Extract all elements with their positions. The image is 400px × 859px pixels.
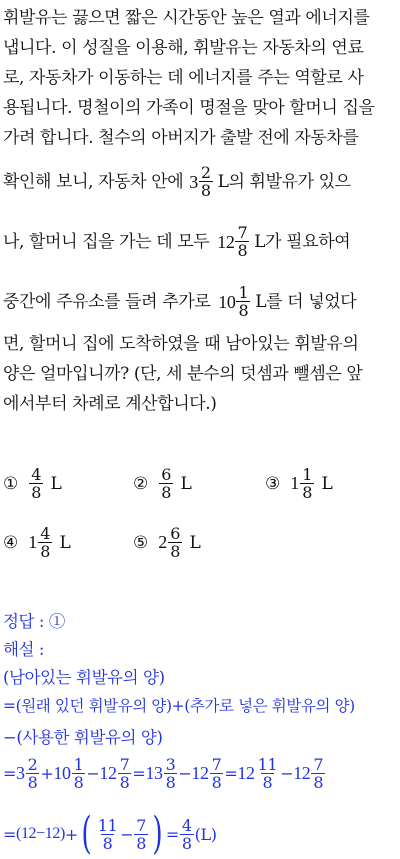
numerator: 7 [211,755,222,774]
mixed-whole: 10 [218,291,236,312]
option-whole: 1 [28,532,38,552]
right-paren: ) [152,808,163,859]
denominator: 8 [136,833,147,853]
text: 확인해 보니, 자동차 안에 [3,171,184,192]
denominator: 8 [27,773,38,792]
denominator: 8 [181,833,192,853]
denominator: 8 [161,483,172,502]
denominator: 8 [237,241,248,260]
denominator: 8 [262,773,273,792]
fraction [164,756,178,791]
question-line-11: 에서부터 차례로 계산합니다.) [3,394,217,414]
explanation-line-2: =(원래 있던 휘발유의 양)+(추가로 넣은 휘발유의 양) [3,697,355,715]
denominator: 8 [31,483,42,502]
option-1[interactable] [3,466,62,501]
text: 나, 할머니 집을 가는 데 모두 [3,231,210,252]
minus: − [178,764,192,783]
numerator: 6 [161,465,172,484]
explanation-label: 해설 : [3,640,45,659]
numerator: 4 [181,815,192,835]
numerator: 1 [238,283,249,302]
option-mark: ① [3,473,19,494]
numerator: 6 [170,524,181,543]
fraction [256,756,280,791]
question-line-3: 로, 자동차가 이동하는 데 에너지를 주는 역할로 사 [3,68,364,88]
whole: 12 [191,763,209,783]
minus: − [120,824,134,844]
option-4[interactable] [3,525,71,560]
denominator: 8 [200,181,211,200]
denominator: 8 [165,773,176,792]
whole: 12 [99,763,117,783]
numerator: 7 [237,223,248,242]
fraction [236,284,250,319]
text: 중간에 주유소를 들려 추가로 [3,291,211,312]
equals: = [3,824,17,844]
numerator: 7 [313,755,324,774]
denominator: 8 [170,542,181,561]
whole: 13 [145,763,163,783]
question-line-7 [3,224,399,259]
option-2[interactable] [133,466,192,501]
numerator: 3 [165,755,176,774]
option-unit: L [321,473,333,494]
numerator: 11 [257,755,278,774]
numerator: 1 [302,465,313,484]
left-paren: ( [81,808,92,859]
denominator: 8 [40,542,51,561]
question-line-5: 가려 합니다. 철수의 아버지가 출발 전에 자동차를 [3,128,359,148]
option-unit: L [189,532,201,553]
question-line-10: 양은 얼마입니까? (단, 세 분수의 덧셈과 뺄셈은 앞 [3,364,363,384]
fraction [26,756,40,791]
option-unit: L [50,473,62,494]
question-line-1: 휘발유는 끓으면 짧은 시간동안 높은 열과 에너지를 [3,8,370,28]
fraction [311,756,325,791]
fraction [210,756,224,791]
denominator: 8 [73,773,84,792]
numerator: 11 [97,815,118,835]
numerator: 2 [200,163,211,182]
numerator: 7 [119,755,130,774]
fraction [96,817,120,852]
question-line-8 [3,284,399,319]
mixed-whole: 3 [189,171,198,192]
denominator: 8 [211,773,222,792]
mixed-whole: 12 [217,231,235,252]
equals: = [165,824,179,844]
plus: + [64,824,78,844]
option-mark: ④ [3,532,19,553]
unit: (L) [194,824,217,844]
option-3[interactable] [265,466,333,501]
fraction [180,817,194,852]
question-line-6 [3,164,399,199]
final-calculation-line [3,808,217,859]
whole: 3 [16,763,25,783]
denominator: 8 [102,833,113,853]
explanation-line-1: (남아있는 휘발유의 양) [3,668,165,687]
question-line-2: 냅니다. 이 성질을 이용해, 휘발유는 자동차의 연료 [3,38,364,58]
explanation-line-3: −(사용한 휘발유의 양) [3,728,163,747]
numerator: 1 [73,755,84,774]
fraction [199,164,213,199]
question-line-4: 용됩니다. 명철이의 가족이 명절을 맞아 할머니 집을 [3,98,375,118]
minus: − [280,764,294,783]
numerator: 2 [27,755,38,774]
group: (12−12) [16,825,65,842]
fraction [134,817,148,852]
denominator: 8 [238,301,249,320]
text: L가 필요하여 [254,231,351,252]
text: L를 더 넣었다 [255,291,357,312]
option-mark: ③ [265,473,281,494]
denominator: 8 [119,773,130,792]
option-unit: L [180,473,192,494]
option-mark: ② [133,473,149,494]
whole: 12 [237,763,255,783]
equals: = [224,764,238,783]
equals: = [3,764,17,783]
numerator: 4 [31,465,42,484]
fraction [168,525,182,560]
fraction [235,224,249,259]
option-unit: L [59,532,71,553]
option-5[interactable] [133,525,201,560]
text: L의 휘발유가 있으 [217,171,351,192]
question-line-9: 면, 할머니 집에 도착하였을 때 남아있는 휘발유의 [3,334,359,354]
denominator: 8 [302,483,313,502]
minus: − [86,764,100,783]
fraction [38,525,52,560]
fraction [29,466,43,501]
fraction [159,466,173,501]
option-mark: ⑤ [133,532,149,553]
fraction [300,466,314,501]
option-whole: 1 [290,473,300,493]
whole: 10 [53,763,71,783]
numerator: 7 [136,815,147,835]
answer-label: 정답 : ① [3,612,66,631]
equals: = [132,764,146,783]
plus: + [40,764,54,783]
denominator: 8 [313,773,324,792]
numerator: 4 [40,524,51,543]
option-whole: 2 [158,532,168,552]
fraction [118,756,132,791]
whole: 12 [293,763,311,783]
calculation-line [3,756,326,791]
fraction [72,756,86,791]
